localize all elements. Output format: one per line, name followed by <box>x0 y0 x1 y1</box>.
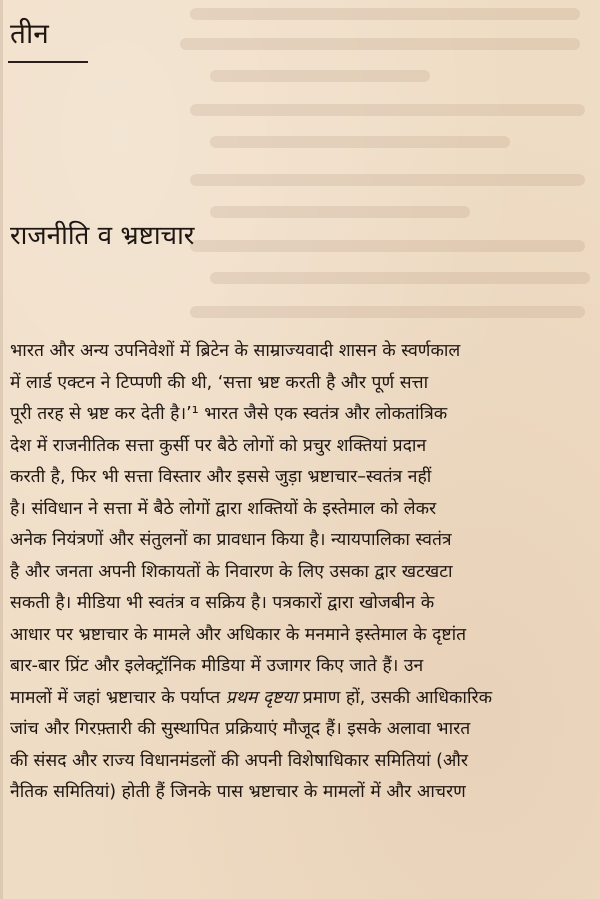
text-line: नैतिक समितियां) होती हैं जिनके पास भ्रष्टाचार के मामलों में और आचरण <box>10 782 466 802</box>
text-line: पूरी तरह से भ्रष्ट कर देती है।’¹ भारत जैसे एक स्वतंत्र और लोकतांत्रिक <box>10 404 448 424</box>
text-line: सकती है। मीडिया भी स्वतंत्र व सक्रिय है। पत्रकारों द्वारा खोजबीन के <box>10 593 435 613</box>
text-run: मामलों में जहां भ्रष्टाचार के पर्याप्त <box>10 687 226 708</box>
chapter-title: राजनीति व भ्रष्टाचार <box>10 221 195 251</box>
text-line: बार-बार प्रिंट और इलेक्ट्रॉनिक मीडिया में उजागर किए जाते हैं। उन <box>10 656 424 676</box>
show-through-text <box>180 0 590 340</box>
text-line <box>10 683 594 715</box>
text-line: देश में राजनीतिक सत्ता कुर्सी पर बैठे लोगों को प्रचुर शक्तियां प्रदान <box>10 435 427 456</box>
text-line: करती है, फिर भी सत्ता विस्तार और इससे जुड़ा भ्रष्टाचार–स्वतंत्र नहीं <box>10 467 432 487</box>
text-line: में लार्ड एक्टन ने टिप्पणी की थी, ‘सत्ता भ्रष्ट करती है और पूर्ण सत्ता <box>10 372 429 393</box>
text-run: प्रमाण हों, उसकी आधिकारिक <box>297 687 493 708</box>
text-line: भारत और अन्य उपनिवेशों में ब्रिटेन के साम्राज्यवादी शासन के स्वर्णकाल <box>10 341 461 361</box>
text-line: की संसद और राज्य विधानमंडलों की अपनी विशेषाधिकार समितियां (और <box>10 750 469 771</box>
chapter-divider <box>8 61 88 63</box>
chapter-number: तीन <box>10 17 49 50</box>
italic-phrase: प्रथम दृष्टया <box>225 687 298 708</box>
text-line: आधार पर भ्रष्टाचार के मामले और अधिकार के मनमाने इस्तेमाल के दृष्टांत <box>10 624 467 645</box>
text-line: है। संविधान ने सत्ता में बैठे लोगों द्वारा शक्तियों के इस्तेमाल को लेकर <box>10 498 437 519</box>
text-line: जांच और गिरफ़्तारी की सुस्थापित प्रक्रियाएं मौजूद हैं। इसके अलावा भारत <box>10 719 471 739</box>
text-line: है और जनता अपनी शिकायतों के निवारण के लिए उसका द्वार खटखटा <box>10 561 453 582</box>
page-edge <box>0 0 3 899</box>
text-line: अनेक नियंत्रणों और संतुलनों का प्रावधान किया है। न्यायपालिका स्वतंत्र <box>10 530 452 550</box>
body-paragraph <box>10 336 594 809</box>
